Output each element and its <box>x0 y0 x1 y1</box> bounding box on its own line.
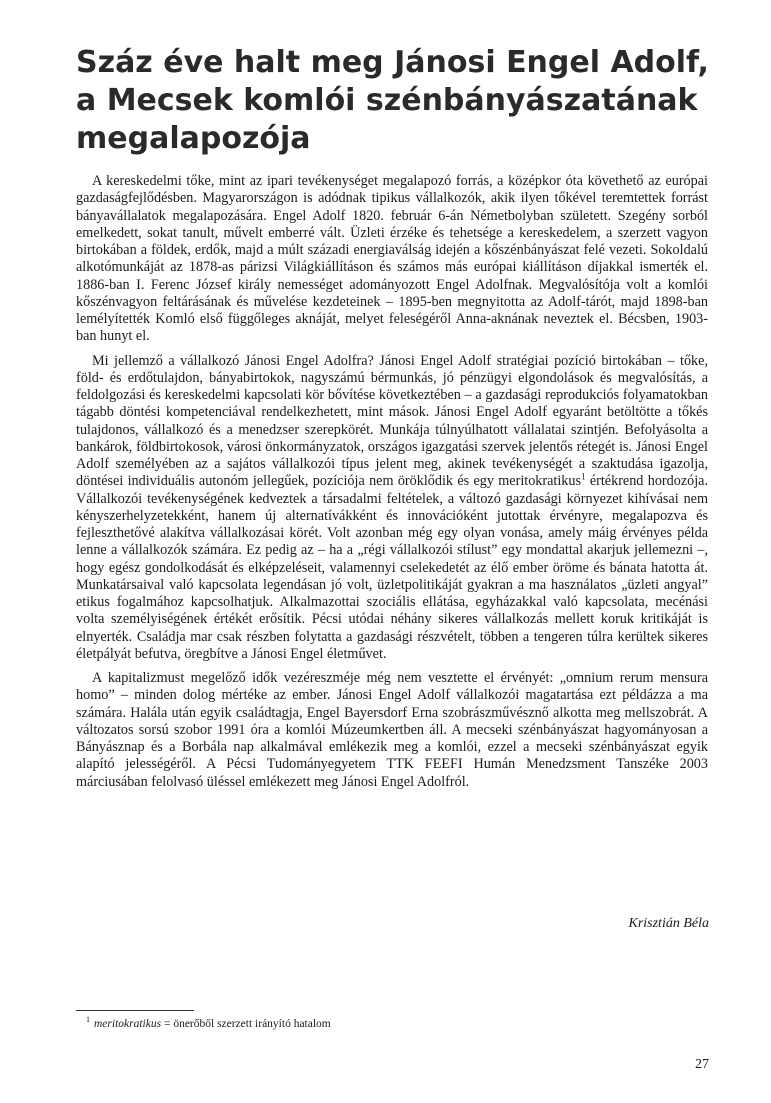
title-line-1: Száz éve halt meg Jánosi Engel Adolf, <box>76 45 709 80</box>
footnote <box>86 1015 331 1030</box>
paragraph-1: A kereskedelmi tőke, mint az ipari tevékenységet megalapozó forrás, a középkor óta követhető az európai gazdaságfejlődésben. Magyarországon is adódnak tipikus vállalkozók, akik ilyen tőkével teremtettek forrást bányavállalatok megalapozására. Engel Adolf 1820. február 6-án Németbolyban született. Szegény sorból emelkedett, sokat tanult, művelt emberré vált. Üzleti érzéke és tehetsége a kereskedelem, a szerzett vagyon birtokában a földek, erdők, majd a múlt századi energiaválság idején a kőszénbányászat felé vezeti. Sokoldalú alkotómunkáját az 1878-as párizsi Világkiállításon és számos más európai kiállításon díjakkal ismerték el. 1886-ban I. Ferenc József király nemességet adományozott Engel Adolfnak. Megvalósítója volt a komlói kőszénvagyon feltárásának és művelése kezdeteinek – 1895-ben megnyitotta az Adolf-tárót, majd 1898-ban lemélyítették Komló első függőleges aknáját, melyet feleségéről Anna-aknának neveztek el. Bécsben, 1903-ban hunyt el. <box>76 173 708 345</box>
title-line-3: megalapozója <box>76 121 311 156</box>
title-line-2: a Mecsek komlói szénbányászatának <box>76 83 698 118</box>
author-signature: Krisztián Béla <box>628 916 709 931</box>
article-title <box>76 44 709 158</box>
paragraph-2 <box>76 353 708 664</box>
article-body <box>76 173 708 798</box>
footnote-reference[interactable]: 1 <box>581 471 586 482</box>
footnote-divider <box>76 1010 194 1011</box>
paragraph-2-part-1: Mi jellemző a vállalkozó Jánosi Engel Adolfra? Jánosi Engel Adolf stratégiai pozíció birtokában – tőke, föld- és erdőtulajdon, bányabirtokok, nagyszámú bérmunkás, jó pénzügyi elgondolások és megvalósítás, a feldolgozási és kereskedelmi kapcsolati kör bővítése következtében – a gazdasági reprodukciós folyamatokban tágabb döntési kompetenciával rendelkezhetett, mint mások. Jánosi Engel Adolf egyaránt betöltötte a tőkés tulajdonos, vállalkozó és a menedzser szerepkörét. Munkája túlnyúlhatott vállalatai szintjén. Befolyásolta a bankárok, földbirtokosok, városi önkormányzatok, országos igazgatási szervek jelentős rétegét is. Jánosi Engel Adolf személyében az a sajátos vállalkozói típus jelent meg, akinek tevékenységét a szaktudása igazolja, döntései individuális autonóm jellegűek, pozíciója nem öröklődik és egy meritokratikus <box>76 352 708 490</box>
paragraph-3: A kapitalizmust megelőző idők vezéreszméje még nem vesztette el érvényét: „omnium rerum mensura homo” – minden dolog mértéke az ember. Jánosi Engel Adolf vállalkozói magatartása ezt példázza a ma számára. Halála után egyik családtagja, Engel Bayersdorf Erna szobrászművésznő alkotta meg mellszobrát. A változatos sorsú szobor 1991 óra a komlói Múzeumkertben áll. A mecseki szénbányászat hagyományosan a Bányásznap és a Borbála nap alkalmával emlékezik meg a komlói, ezzel a mecseki szénbányászat egyik alapító jelességéről. A Pécsi Tudományegyetem TTK FEEFI Humán Menedzsment Tanszéke 2003 márciusában felolvasó üléssel emlékezett meg Jánosi Engel Adolfról. <box>76 670 708 790</box>
footnote-text: = önerőből szerzett irányító hatalom <box>161 1018 331 1030</box>
footnote-marker: 1 <box>86 1015 90 1025</box>
paragraph-2-part-2: értékrend hordozója. Vállalkozói tevékenységének kedveztek a társadalmi feltételek, a változó gazdasági környezet kihívásai nem kényszerhelyzetekként, hanem új alternatívákként és innovációként jutottak érvényre, megalapozva és fejleszthetővé alakítva vállalkozásai körét. Volt azonban még egy olyan vonása, amely máig érvényes példa lenne a vállalkozók számára. Ez pedig az – ha a „régi vállalkozói stílust” egy mondattal akarjuk jellemezni –, hogy egész gondolkodását és elképzeléseit, valamennyi cselekedetét az élő ember öröme és bánata hatotta át. Munkatársaival való kapcsolata legendásan jó volt, üzletpolitikáját gyakran a ma használatos „üzleti angyal” etikus fogalmához kapcsolhatjuk. Alkalmazottai szociális ellátása, egyházakkal való kapcsolata, mecénási volta személyiségének értékét erősítik. Pécsi utódai néhány sikeres vállalkozás mellett koruk kritikáját is elnyerték. Családja mar csak részben folytatta a gazdasági részvételt, többen a tengeren túlra kerültek sikeres életpályát befutva, öregbítve a Jánosi Engel életművet. <box>76 473 709 662</box>
page-number: 27 <box>695 1057 709 1072</box>
footnote-term: meritokratikus <box>94 1018 162 1030</box>
